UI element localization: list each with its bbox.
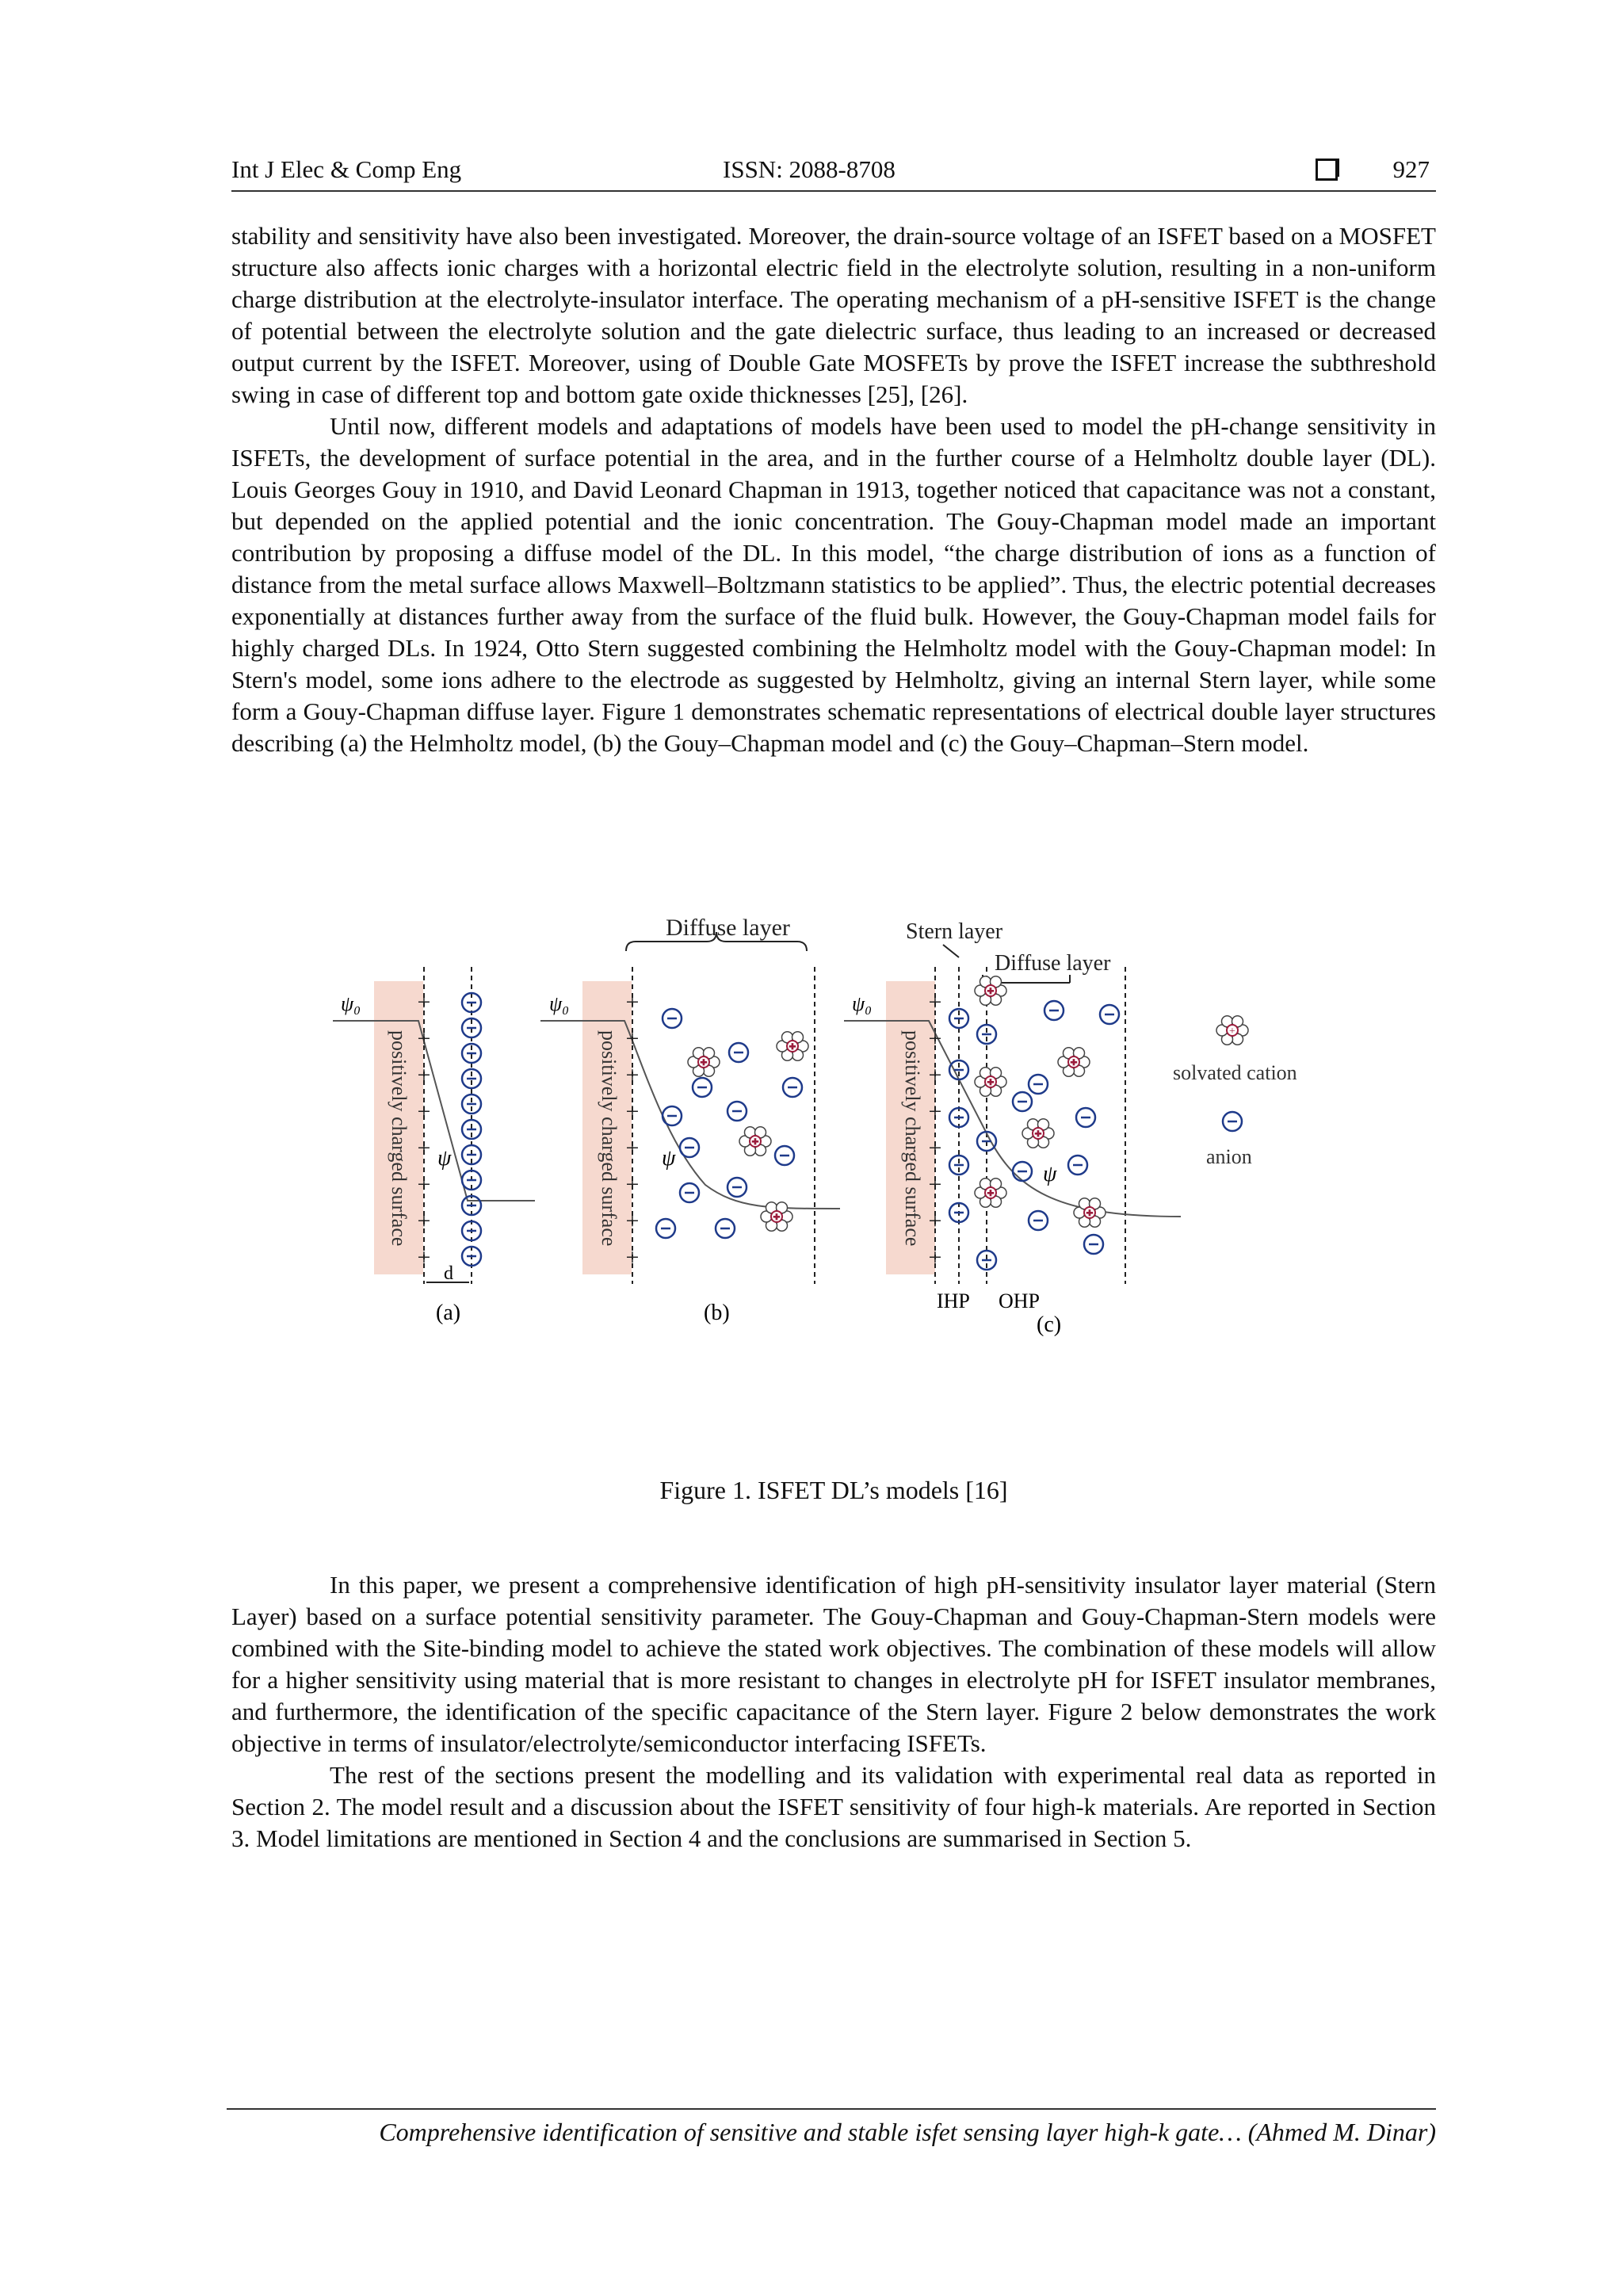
svg-text:+: + (625, 1208, 640, 1234)
svg-text:+: + (417, 1026, 431, 1052)
svg-text:+: + (417, 1208, 431, 1234)
panel-b-label: (b) (704, 1301, 730, 1325)
plus-sign: + (1035, 1129, 1041, 1140)
double-layer-diagram (325, 904, 1355, 1442)
legend-anion-label: anion (1206, 1145, 1252, 1168)
svg-text:+: + (928, 989, 942, 1015)
svg-text:+: + (625, 1062, 640, 1088)
panel-c-label: (c) (1037, 1312, 1062, 1337)
anions-a (462, 993, 481, 1266)
psi-label-c: ψ (1043, 1162, 1057, 1186)
svg-text:+: + (625, 1135, 640, 1161)
issn: ISSN: 2088-8708 (723, 155, 896, 183)
svg-text:+: + (625, 1171, 640, 1198)
svg-text:+: + (417, 1135, 431, 1161)
psi0-label-a: ψ₀ (341, 992, 361, 1015)
paragraph: In this paper, we present a comprehensive identification of high pH-sensitivity insulator layer material (Stern Layer) based on a surface potential sensitivity parameter. The Gouy-Chapman and Gouy-Chapman-Stern models were combined with the Site-binding model to achieve the stated work objectives. The combination of these models will allow for a higher sensitivity using material that is more resistant to changes in electrolyte pH for ISFET insulator membranes, and furthermore, the identification of the specific capacitance of the Stern layer. Figure 2 below demonstrates the work objective in terms of insulator/electrolyte/semiconductor interfacing ISFETs. (231, 1571, 1436, 1757)
svg-text:+: + (928, 1135, 942, 1161)
svg-text:+: + (625, 1244, 640, 1270)
diffuse-layer-label-b: Diffuse layer (666, 915, 790, 941)
psi-label-a: ψ (437, 1146, 452, 1171)
checkbox-square-icon (1316, 159, 1338, 181)
figure-1 (325, 904, 1355, 1442)
figure-caption: Figure 1. ISFET DL’s models [16] (659, 1476, 1008, 1504)
plus-sign: + (987, 1188, 994, 1200)
plus-sign: + (789, 1041, 796, 1053)
page-number: 927 (1392, 155, 1430, 183)
plus-sign: + (1086, 1208, 1093, 1220)
svg-text:+: + (417, 989, 431, 1015)
svg-text:+: + (417, 1098, 431, 1125)
cations-c (973, 973, 1107, 1230)
svg-text:+: + (928, 1062, 942, 1088)
plus-sign: + (752, 1137, 758, 1148)
diffuse-layer-label-c: Diffuse layer (995, 951, 1111, 976)
surface-label-a: positively charged surface (388, 1030, 411, 1247)
surface-label-c: positively charged surface (901, 1030, 924, 1247)
svg-text:+: + (417, 1171, 431, 1198)
paragraph: The rest of the sections present the modelling and its validation with experimental real data as reported in Section 2. The model result and a discussion about the ISFET sensitivity of four high-k materials. Are reported in Section 3. Model limitations are mentioned in Section 4 and the conclusions are summarised in Section 5. (231, 1761, 1436, 1852)
plus-sign: + (987, 1077, 994, 1089)
legend-cation-label: solvated cation (1173, 1061, 1297, 1084)
stern-layer-label: Stern layer (906, 919, 1003, 944)
svg-text:+: + (417, 1062, 431, 1088)
plus-sign: + (701, 1057, 707, 1069)
ihp-label: IHP (937, 1289, 970, 1312)
svg-text:+: + (928, 1098, 942, 1125)
psi0-label-b: ψ₀ (549, 992, 570, 1015)
svg-text:+: + (928, 1208, 942, 1234)
surface-label-b: positively charged surface (598, 1030, 621, 1247)
body-text-bottom (231, 1569, 1436, 1855)
plus-sign: + (1071, 1057, 1077, 1069)
panel-a-label: (a) (436, 1301, 461, 1325)
svg-text:+: + (625, 1026, 640, 1052)
svg-text:+: + (928, 1171, 942, 1198)
ohp-label: OHP (999, 1289, 1041, 1312)
d-label: d (444, 1263, 453, 1284)
svg-text:+: + (625, 1098, 640, 1125)
paragraph: Until now, different models and adaptations of models have been used to model the pH-change sensitivity in ISFETs, the development of surface potential in the area, and in the further course of a Helmholtz double layer (DL). Louis Georges Gouy in 1910, and David Leonard Chapman in 1913, together noticed that capacitance was not a constant, but depended on the applied potential and the ionic concentration. The Gouy-Chapman model made an important contribution by proposing a diffuse model of the DL. In this model, “the charge distribution of ions as a function of distance from the metal surface allows Maxwell–Boltzmann statistics to be applied”. Thus, the electric potential decreases exponentially at distances further away from the surface of the fluid bulk. However, the Gouy-Chapman model fails for highly charged DLs. In 1924, Otto Stern suggested combining the Helmholtz model with the Gouy-Chapman model: In Stern's model, some ions adhere to the electrode as suggested by Helmholtz, giving an internal Stern layer, while some form a Gouy-Chapman diffuse layer. Figure 1 demonstrates schematic representations of electrical double layer structures describing (a) the Helmholtz model, (b) the Gouy–Chapman model and (c) the Gouy–Chapman–Stern model. (231, 412, 1436, 757)
running-header (231, 155, 1436, 192)
paragraph: stability and sensitivity have also been investigated. Moreover, the drain-source voltage of an ISFET based on a MOSFET structure also affects ionic charges with a horizontal electric field in the electrolyte solution, resulting in a non-uniform charge distribution at the electrolyte-insulator interface. The operating mechanism of a pH-sensitive ISFET is the change of potential between the electrolyte solution and the gate dielectric surface, thus leading to an increased or decreased output current by the ISFET. Moreover, using of Double Gate MOSFETs by prove the ISFET increase the subthreshold swing in case of different top and bottom gate oxide thicknesses [25], [26]. (231, 222, 1436, 408)
plus-sign: + (773, 1212, 780, 1224)
journal-name: Int J Elec & Comp Eng (231, 155, 462, 183)
svg-text:+: + (625, 989, 640, 1015)
body-text-top (231, 220, 1436, 759)
plus-sign: + (987, 986, 994, 998)
svg-text:+: + (928, 1244, 942, 1270)
svg-text:+: + (417, 1244, 431, 1270)
psi-label-b: ψ (662, 1146, 676, 1171)
svg-text:+: + (928, 1026, 942, 1052)
plus-sign: + (1229, 1026, 1235, 1037)
psi0-label-c: ψ₀ (852, 992, 873, 1015)
running-footer: Comprehensive identification of sensitive and stable isfet sensing layer high-k gate… (Ahmed M. Dinar) (227, 2108, 1436, 2147)
